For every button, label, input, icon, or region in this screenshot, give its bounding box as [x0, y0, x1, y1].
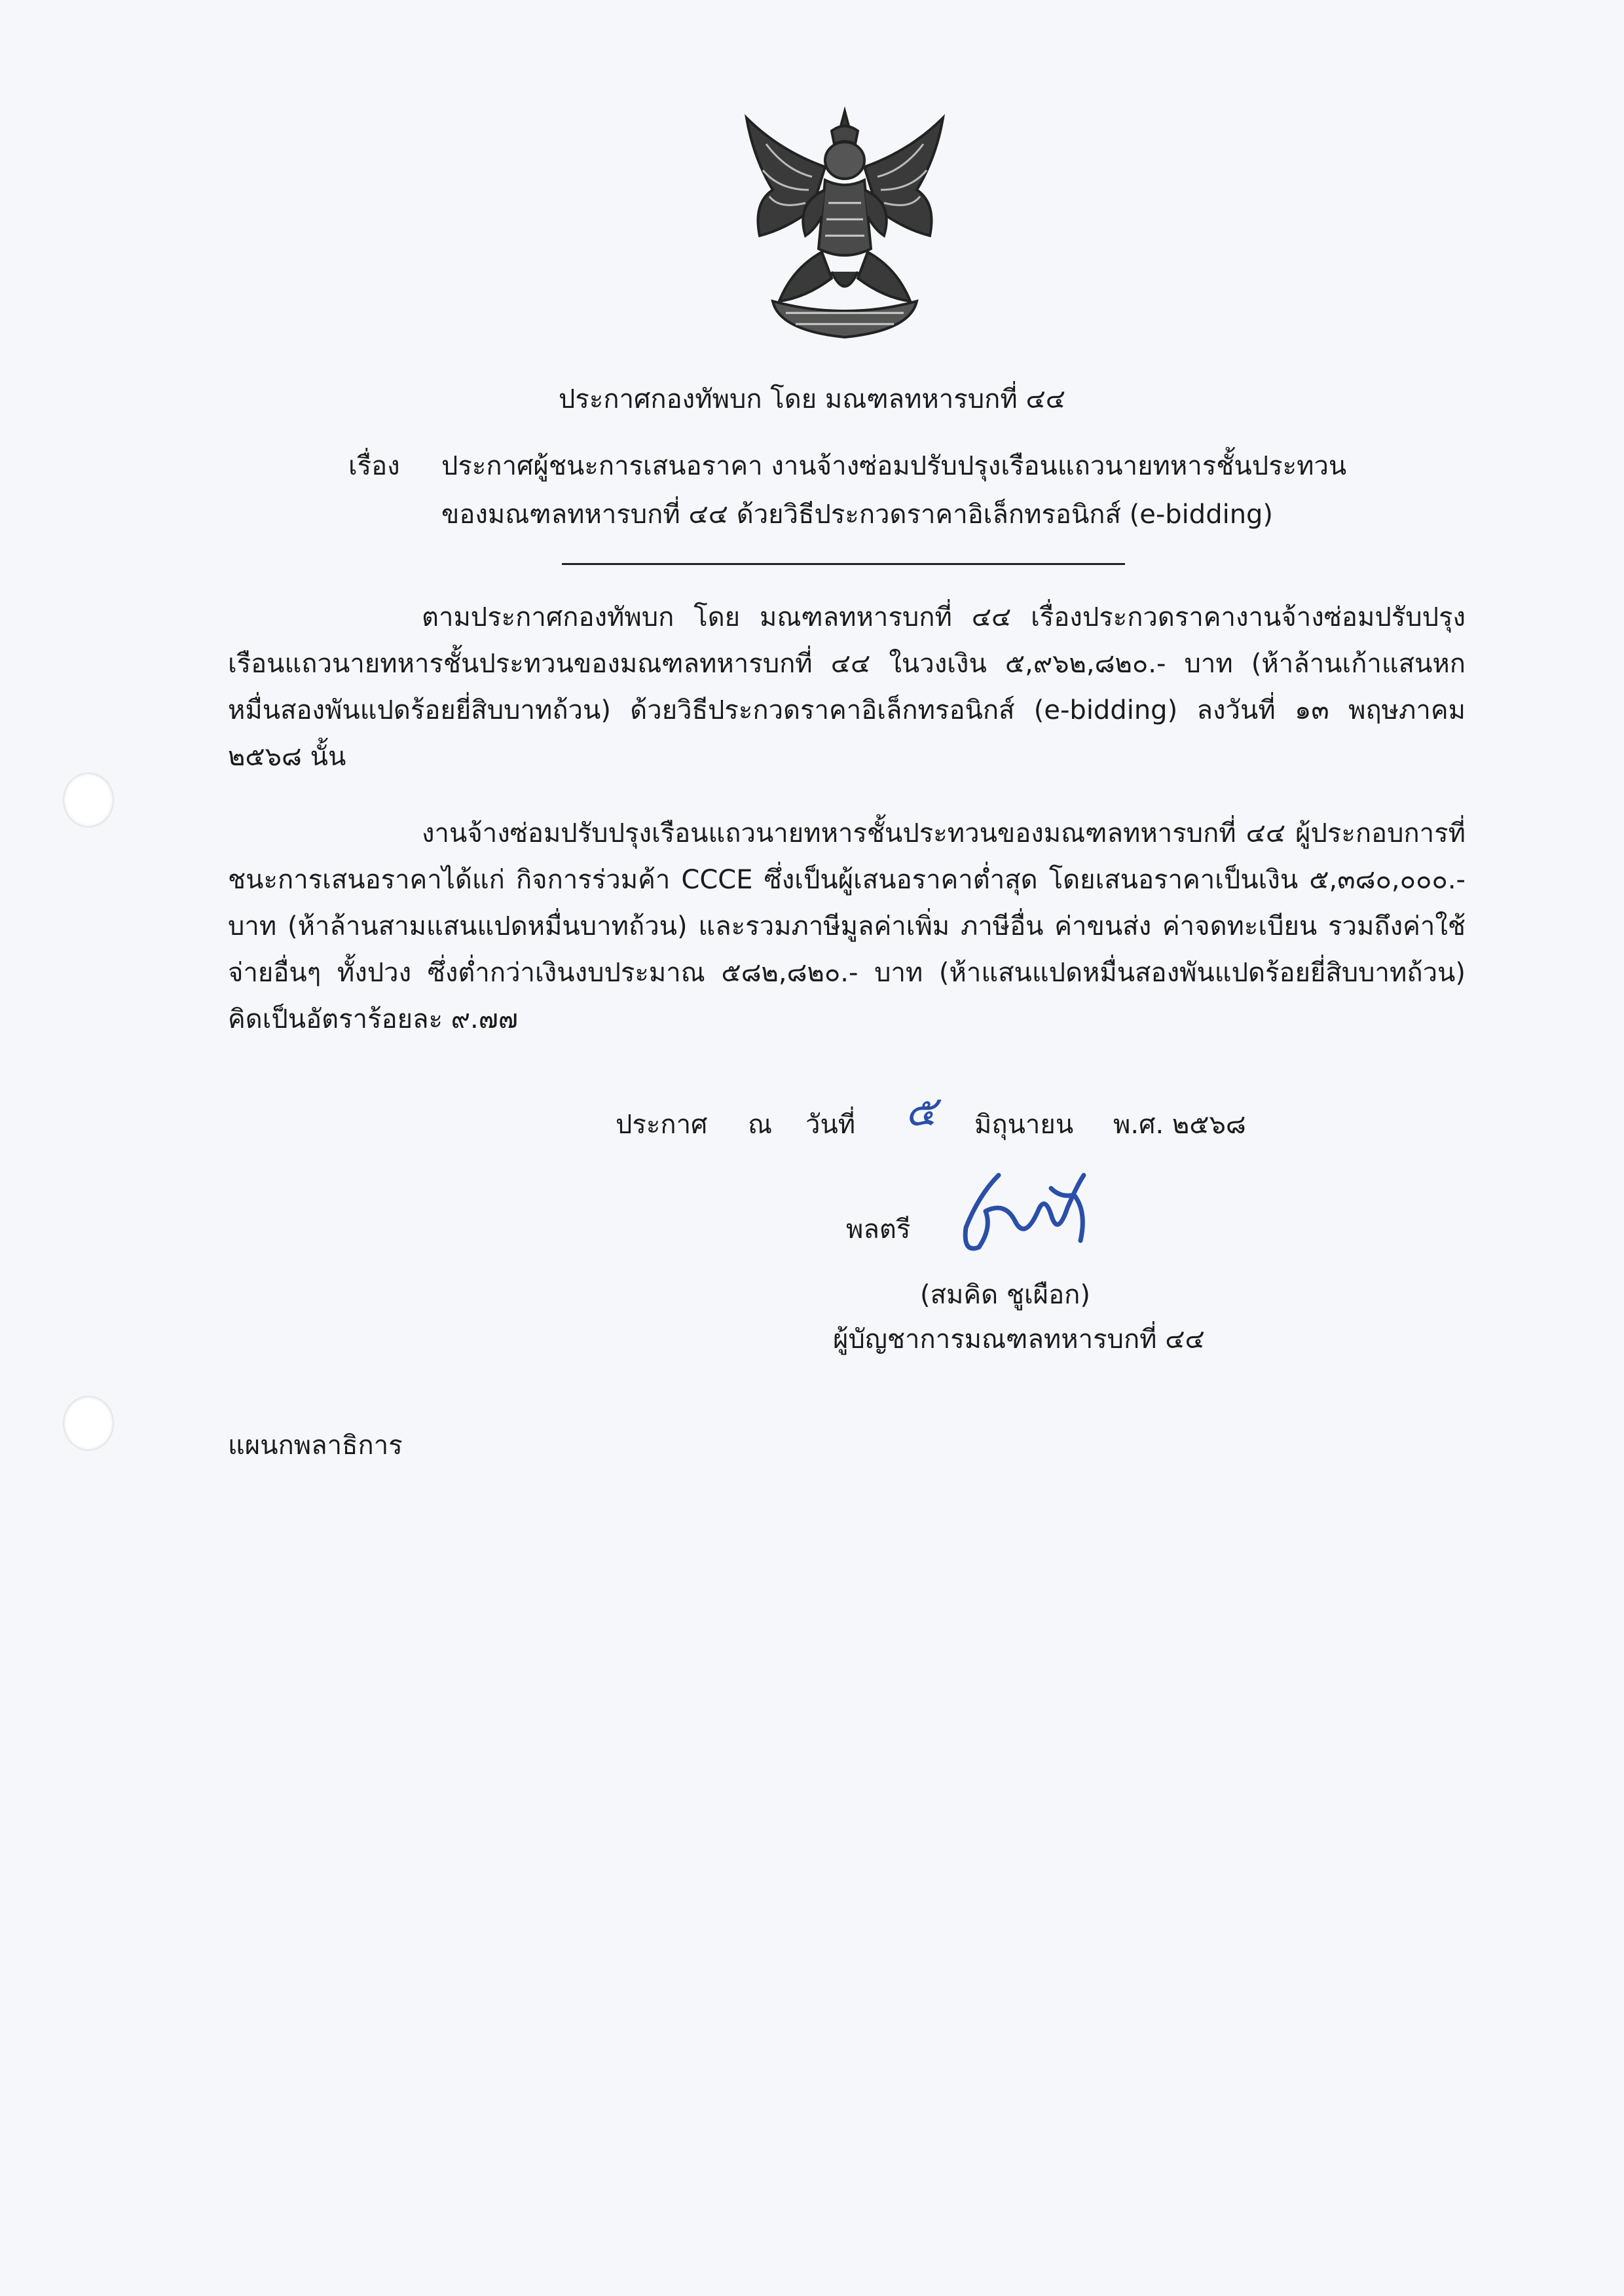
signer-rank: พลตรี — [846, 1214, 911, 1245]
date-prefix: ประกาศ — [616, 1110, 708, 1140]
announcement-title: ประกาศกองทัพบก โดย มณฑลทหารบกที่ ๔๔ — [559, 384, 1065, 414]
subject-label: เรื่อง — [348, 451, 400, 481]
subject-line-2: ของมณฑลทหารบกที่ ๔๔ ด้วยวิธีประกวดราคาอิเล็กทรอนิกส์ (e-bidding) — [441, 500, 1274, 530]
punch-hole-bottom — [63, 1396, 114, 1451]
date-year: พ.ศ. ๒๕๖๘ — [1113, 1110, 1246, 1140]
date-at: ณ — [748, 1110, 773, 1140]
handwritten-signature — [953, 1149, 1097, 1260]
punch-hole-top — [63, 773, 114, 828]
handwritten-day: ๕ — [905, 1087, 937, 1136]
signer-position: ผู้บัญชาการมณฑลทหารบกที่ ๔๔ — [833, 1324, 1205, 1355]
signer-name: (สมคิด ชูเผือก) — [920, 1280, 1090, 1310]
date-month: มิถุนายน — [974, 1110, 1074, 1140]
body-paragraph-1: ตามประกาศกองทัพบก โดย มณฑลทหารบกที่ ๔๔ เรื่องประกวดราคางานจ้างซ่อมปรับปรุงเรือนแถวนายทหารชั้นประทวนของมณฑลทหารบกที่ ๔๔ ในวงเงิน ๕,๙๖๒,๘๒๐.- บาท (ห้าล้านเก้าแสนหกหมื่นสองพันแปดร้อยยี่สิบบาทถ้วน) ด้วยวิธีประกวดราคาอิเล็กทรอนิกส์ (e-bidding) ลงวันที่ ๑๓ พฤษภาคม ๒๕๖๘ นั้น — [228, 602, 1466, 772]
date-day-label: วันที่ — [805, 1110, 856, 1140]
body-paragraph-2: งานจ้างซ่อมปรับปรุงเรือนแถวนายทหารชั้นประทวนของมณฑลทหารบกที่ ๔๔ ผู้ประกอบการที่ชนะการเสนอราคาได้แก่ กิจการร่วมค้า CCCE ซึ่งเป็นผู้เสนอราคาต่ำสุด โดยเสนอราคาเป็นเงิน ๕,๓๘๐,๐๐๐.- บาท (ห้าล้านสามแสนแปดหมื่นบาทถ้วน) และรวมภาษีมูลค่าเพิ่ม ภาษีอื่น ค่าขนส่ง ค่าจดทะเบียน รวมถึงค่าใช้จ่ายอื่นๆ ทั้งปวง ซึ่งต่ำกว่าเงินงบประมาณ ๕๘๒,๘๒๐.- บาท (ห้าแสนแปดหมื่นสองพันแปดร้อยยี่สิบบาทถ้วน) คิดเป็นอัตราร้อยละ ๙.๗๗ — [228, 818, 1466, 1034]
department-name: แผนกพลาธิการ — [228, 1430, 403, 1461]
subject-divider — [562, 563, 1125, 565]
garuda-emblem-icon — [733, 105, 956, 347]
subject-line-1: ประกาศผู้ชนะการเสนอราคา งานจ้างซ่อมปรับปรุงเรือนแถวนายทหารชั้นประทวน — [441, 451, 1347, 481]
